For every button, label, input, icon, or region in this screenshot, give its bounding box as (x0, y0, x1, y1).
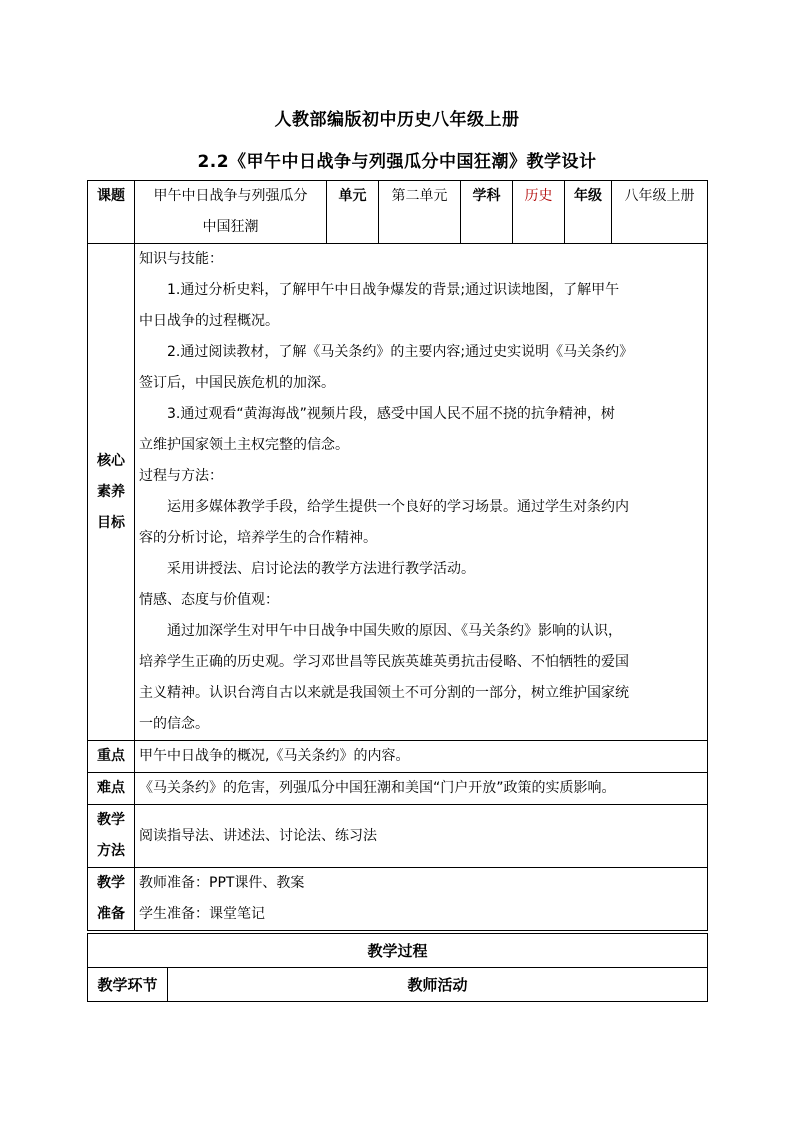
method-label-line2: 方法 (97, 843, 125, 859)
topic-label: 课题 (88, 181, 135, 244)
prep-label-line2: 准备 (97, 906, 125, 922)
method-row (88, 805, 708, 868)
unit-label: 单元 (327, 181, 379, 244)
process-p2: 采用讲授法、启讨论法的教学方法进行教学活动。 (167, 561, 475, 577)
core-goals-label (88, 244, 135, 741)
knowledge-p1-line2: 中日战争的过程概况。 (139, 313, 279, 329)
topic-value-line2: 中国狂潮 (202, 219, 259, 235)
prep-value (135, 868, 708, 931)
subject-label: 学科 (461, 181, 513, 244)
prep-row (88, 868, 708, 931)
emotion-line2: 培养学生正确的历史观。学习邓世昌等民族英雄英勇抗击侵略、不怕牺牲的爱国 (139, 654, 629, 670)
prep-label-line1: 教学 (97, 875, 125, 891)
topic-value-line1: 甲午中日战争与列强瓜分 (153, 188, 308, 204)
subject-value: 历史 (513, 181, 565, 244)
knowledge-p3-line2: 立维护国家领土主权完整的信念。 (139, 437, 349, 453)
process-col-stage: 教学环节 (88, 968, 168, 1002)
core-label-line3: 目标 (97, 514, 125, 531)
process-table (87, 933, 708, 1002)
emotion-line4: 一的信念。 (139, 716, 209, 732)
grade-label: 年级 (565, 181, 612, 244)
core-goals-row (88, 244, 708, 741)
method-label (88, 805, 135, 868)
document-title: 人教部编版初中历史八年级上册 (274, 110, 520, 130)
header-row (88, 181, 708, 244)
method-value: 阅读指导法、讲述法、讨论法、练习法 (135, 805, 708, 868)
process-col-teacher: 教师活动 (168, 968, 708, 1002)
core-goals-content (135, 244, 708, 741)
process-title-row (88, 934, 708, 968)
process-heading: 过程与方法： (139, 468, 223, 484)
emotion-heading: 情感、态度与价值观： (139, 592, 279, 608)
lesson-plan-table (87, 180, 708, 931)
document-subtitle: 2.2《甲午中日战争与列强瓜分中国狂潮》教学设计 (197, 152, 597, 172)
prep-label (88, 868, 135, 931)
grade-value: 八年级上册 (612, 181, 708, 244)
core-label-line1: 核心 (97, 452, 125, 469)
process-p1-line1: 运用多媒体教学手段，给学生提供一个良好的学习场景。通过学生对条约内 (167, 499, 629, 515)
emotion-line3: 主义精神。认识台湾自古以来就是我国领土不可分割的一部分，树立维护国家统 (139, 685, 629, 701)
key-point-value: 甲午中日战争的概况,《马关条约》的内容。 (135, 741, 708, 773)
difficulty-label: 难点 (88, 773, 135, 805)
key-point-row (88, 741, 708, 773)
emotion-line1: 通过加深学生对甲午中日战争中国失败的原因、《马关条约》影响的认识， (167, 623, 622, 639)
core-label-line2: 素养 (97, 483, 125, 500)
method-label-line1: 教学 (97, 812, 125, 828)
unit-value: 第二单元 (379, 181, 461, 244)
knowledge-p3-line1: 3.通过观看“黄海海战”视频片段，感受中国人民不屈不挠的抗争精神，树 (167, 406, 615, 422)
difficulty-row (88, 773, 708, 805)
process-title: 教学过程 (88, 934, 708, 968)
process-header-row (88, 968, 708, 1002)
difficulty-value: 《马关条约》的危害，列强瓜分中国狂潮和美国“门户开放”政策的实质影响。 (135, 773, 708, 805)
knowledge-heading: 知识与技能： (139, 251, 223, 267)
key-point-label: 重点 (88, 741, 135, 773)
process-p1-line2: 容的分析讨论，培养学生的合作精神。 (139, 530, 377, 546)
knowledge-p1-line1: 1.通过分析史料，了解甲午中日战争爆发的背景;通过识读地图，了解甲午 (167, 282, 620, 298)
teacher-prep: 教师准备：PPT课件、教案 (139, 875, 305, 891)
knowledge-p2-line1: 2.通过阅读教材，了解《马关条约》的主要内容;通过史实说明《马关条约》 (167, 344, 634, 360)
topic-value (135, 181, 327, 244)
knowledge-p2-line2: 签订后，中国民族危机的加深。 (139, 375, 335, 391)
student-prep: 学生准备：课堂笔记 (139, 906, 265, 922)
